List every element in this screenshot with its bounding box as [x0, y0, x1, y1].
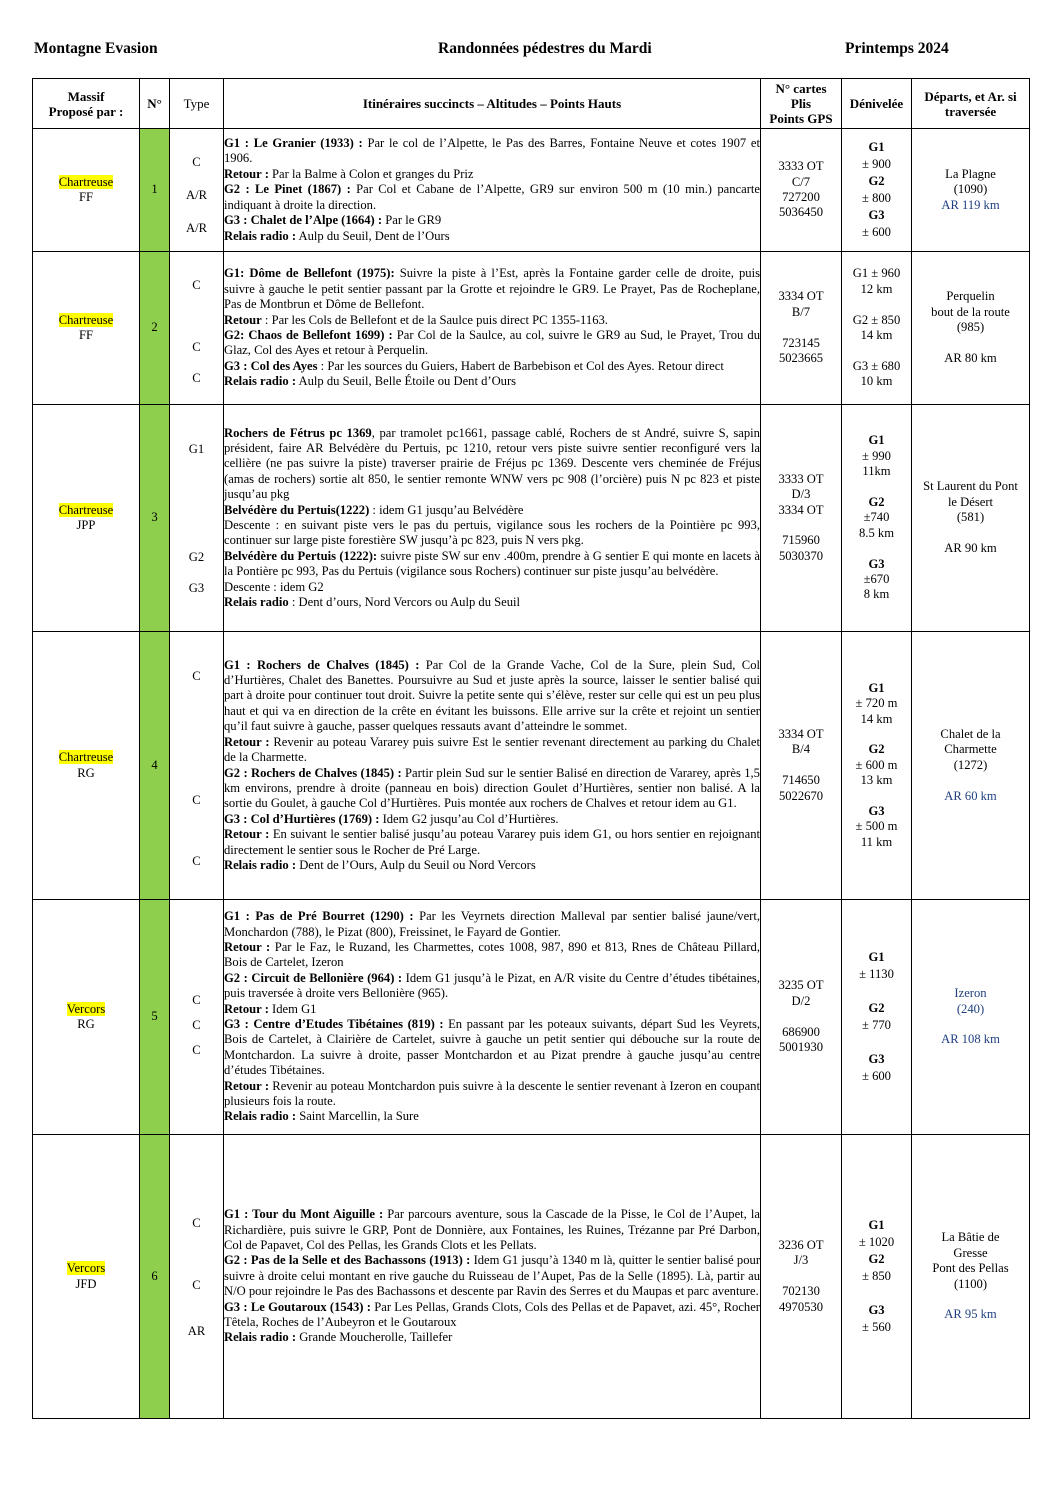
elevation-cell: G1 ± 720 m 14 km G2 ± 600 m 13 km G3 ± 500 m 11 km: [842, 632, 912, 900]
cards-cell: 3333 OT D/3 3334 OT 715960 5030370: [761, 405, 842, 632]
col-header-elevation: Dénivelée: [842, 79, 912, 129]
hikes-table: [32, 78, 1030, 1419]
table-row: [33, 900, 1030, 1135]
departure-cell: La Plagne (1090) AR 119 km: [912, 129, 1030, 252]
type-cell: C C C: [170, 900, 224, 1135]
table-row: [33, 405, 1030, 632]
proposer: JFD: [75, 1276, 97, 1291]
table-row: [33, 252, 1030, 405]
proposer: RG: [77, 1017, 95, 1031]
massif-name: Vercors: [66, 1001, 106, 1016]
season-label: Printemps 2024: [845, 40, 949, 57]
itinerary-cell: G1 : Pas de Pré Bourret (1290) : Par les Veyrnets direction Malleval par sentier balisé jaune/vert, Monchardon (788), le Pizat (800), Freissinet, le Fayard de Gontier. Retour : Par le Faz, le Ruzand, les Charmettes, cotes 1008, 987, 890 et 813, Rnes de Château Pillard, Bois de Cartelet, Izeron G2 : Circuit de Bellonière (964) : Idem G1 jusqu’à le Pizat, en A/R visite du Centre d’études tibétaines, puis traversée à droite vers Bellonière (965). Retour : Idem G1 G3 : Centre d’Etudes Tibétaines (819) : En passant par les poteaux suivants, départ Sud les Veyrets, Bois de Cartelet, à Clairière de Cartelet, suivre à gauche un petit sentier qui débouche sur la route de Montchardon. La suivre à droite, passer Montchardon et au Pizat prendre à gauche jusqu’au centre d’études Tibétaines. Retour : Revenir au poteau Montchardon puis suivre à la descente le sentier revenant à Izeron en coupant plusieurs fois la route. Relais radio : Saint Marcellin, la Sure: [224, 900, 761, 1135]
cards-cell: 3236 OT J/3 702130 4970530: [761, 1135, 842, 1419]
massif-name: Chartreuse: [58, 750, 114, 765]
massif-name: Chartreuse: [58, 174, 114, 189]
col-header-num: N°: [140, 79, 170, 129]
proposer: JPP: [76, 518, 96, 532]
massif-cell: [33, 632, 140, 900]
massif-cell: [33, 405, 140, 632]
hike-number: 6: [140, 1135, 170, 1419]
col-header-departure: Départs, et Ar. si traversée: [912, 79, 1030, 129]
col-header-itineraries: Itinéraires succincts – Altitudes – Points Hauts: [224, 79, 761, 129]
elevation-cell: G1 ± 900 G2 ± 800 G3 ± 600: [842, 129, 912, 252]
type-cell: C C C: [170, 252, 224, 405]
type-cell: G1 G2 G3: [170, 405, 224, 632]
table-row: [33, 129, 1030, 252]
massif-cell: [33, 252, 140, 405]
cards-cell: 3333 OT C/7 727200 5036450: [761, 129, 842, 252]
massif-cell: [33, 129, 140, 252]
massif-name: Chartreuse: [58, 312, 114, 327]
elevation-cell: G1 ± 1130 G2 ± 770 G3 ± 600: [842, 900, 912, 1135]
hike-number: 4: [140, 632, 170, 900]
type-cell: C C AR: [170, 1135, 224, 1419]
itinerary-cell: G1 : Rochers de Chalves (1845) : Par Col de la Grande Vache, Col de la Sure, plein Sud, Col d’Hurtières, Chalet des Banettes. Poursuivre au Sud et juste après la source, laisser le sentier balisé qui part à droite pour continuer tout droit. Suivre la petite sente qui s’élève, rester sur celle qui est un peu plus haut et qui va en direction de la crête en évitant les buissons. Elle arrive sur la crête et rejoint un sentier qu’il faut suivre à gauche, passer quelques ressauts avant d’atteindre le sommet. Retour : Revenir au poteau Vararey puis suivre Est le sentier revenant directement au parking du Chalet de la Charmette. G2 : Rochers de Chalves (1845) : Partir plein Sud sur le sentier Balisé en direction de Vararey, après 1,5 km environs, prendre à droite (panneau en bois) direction Goulet d’Hurtières, sentier non balisé. A la sortie du Goulet, à gauche Col d’Hurtières. Puis montée aux rochers de Chalves et retour idem au G1. G3 : Col d’Hurtières (1769) : Idem G2 jusqu’au Col d’Hurtières. Retour : En suivant le sentier balisé jusqu’au poteau Vararey puis idem G1, ou hors sentier en rejoignant directement le sentier sous le Rocher de Pré Large. Relais radio : Dent de l’Ours, Aulp du Seuil ou Nord Vercors: [224, 632, 761, 900]
hike-number: 1: [140, 129, 170, 252]
massif-name: Chartreuse: [58, 502, 114, 517]
departure-cell: La Bâtie de Gresse Pont des Pellas (1100) AR 95 km: [912, 1135, 1030, 1419]
massif-cell: [33, 1135, 140, 1419]
elevation-cell: G1 ± 1020 G2 ± 850 G3 ± 560: [842, 1135, 912, 1419]
col-header-type: Type: [170, 79, 224, 129]
massif-name: Vercors: [66, 1261, 106, 1276]
cards-cell: 3334 OT B/4 714650 5022670: [761, 632, 842, 900]
hike-number: 5: [140, 900, 170, 1135]
club-name: Montagne Evasion: [34, 40, 158, 57]
cards-cell: 3334 OT B/7 723145 5023665: [761, 252, 842, 405]
massif-cell: [33, 900, 140, 1135]
col-header-cards: N° cartes Plis Points GPS: [761, 79, 842, 129]
document-title: Randonnées pédestres du Mardi: [438, 40, 652, 57]
proposer: FF: [78, 328, 93, 342]
proposer: RG: [77, 765, 95, 780]
page-header: [34, 40, 1034, 62]
itinerary-cell: G1 : Tour du Mont Aiguille : Par parcours aventure, sous la Cascade de la Pisse, le Col de l’Aupet, la Richardière, puis suivre le GRP, Pont de Donnière, aux Fontaines, les Ruines, Trézanne par Pré Darbon, Col de Papavet, Col des Pellas, les Grands Clots et les Pellats. G2 : Pas de la Selle et des Bachassons (1913) : Idem G1 jusqu’à 1340 m là, quitter le sentier balisé pour suivre à droite celui montant en rive gauche du Ruisseau de l’Aupet, Pas de la Selle (1895). Là, partir au N/O pour rejoindre le Pas des Bachassons et descente par Ravin des Serres et du Maupas et parc aventure. G3 : Le Goutaroux (1543) : Par Les Pellas, Grands Clots, Cols des Pellas et de Papavet, azi. 45°, Rocher Têtela, Roches de l’Aubeyron et le Goutaroux Relais radio : Grande Moucherolle, Taillefer: [224, 1135, 761, 1419]
elevation-cell: G1 ± 990 11km G2 ±740 8.5 km G3 ±670 8 km: [842, 405, 912, 632]
departure-cell: Chalet de la Charmette (1272) AR 60 km: [912, 632, 1030, 900]
table-row: [33, 632, 1030, 900]
departure-cell: St Laurent du Pont le Désert (581) AR 90 km: [912, 405, 1030, 632]
table-header-row: [33, 79, 1030, 129]
itinerary-cell: G1 : Le Granier (1933) : Par le col de l’Alpette, le Pas des Barres, Fontaine Neuve et cotes 1907 et 1906. Retour : Par la Balme à Colon et granges du Priz G2 : Le Pinet (1867) : Par Col et Cabane de l’Alpette, GR9 sur environ 500 m (10 min.) pancarte indiquant à droite la direction. G3 : Chalet de l’Alpe (1664) : Par le GR9 Relais radio : Aulp du Seuil, Dent de l’Ours: [224, 129, 761, 252]
hike-number: 3: [140, 405, 170, 632]
type-cell: C C C: [170, 632, 224, 900]
elevation-cell: G1 ± 960 12 km G2 ± 850 14 km G3 ± 680 10 km: [842, 252, 912, 405]
col-header-massif: Massif Proposé par :: [33, 79, 140, 129]
table-row: [33, 1135, 1030, 1419]
departure-cell: Izeron (240) AR 108 km: [912, 900, 1030, 1135]
hike-number: 2: [140, 252, 170, 405]
proposer: FF: [78, 190, 93, 204]
itinerary-cell: G1: Dôme de Bellefont (1975): Suivre la piste à l’Est, après la Fontaine garder celle de droite, puis suivre à gauche le petit sentier passant par la Grotte et rejoindre le GR9. Le Prayet, Pas de Rocheplane, Pas de Montbrun et Dôme de Bellefont. Retour : Par les Cols de Bellefont et de la Saulce puis direct PC 1355-1163. G2: Chaos de Bellefont 1699) : Par Col de la Saulce, au col, suivre le GR9 au Sud, le Prayet, Trou du Glaz, Col des Ayes et retour à Perquelin. G3 : Col des Ayes : Par les sources du Guiers, Habert de Barbebison et Col des Ayes. Retour direct Relais radio : Aulp du Seuil, Belle Étoile ou Dent d’Ours: [224, 252, 761, 405]
cards-cell: 3235 OT D/2 686900 5001930: [761, 900, 842, 1135]
departure-cell: Perquelin bout de la route (985) AR 80 km: [912, 252, 1030, 405]
type-cell: C A/R A/R: [170, 129, 224, 252]
itinerary-cell: Rochers de Fétrus pc 1369, par tramolet pc1661, passage cablé, Rochers de st André, suivre S, sapin président, faire AR Belvédère du Pertuis, pc 1210, retour vers piste suivre sentier reconfiguré vers la cellière (ne pas suivre la piste) traverser prairie de Fréjus pc 1369. Descente vers cheminée de Fréjus (amas de rochers) sortie alt 850, le sentier remonte WNW vers pc 908 (l’orcière) puis N pc 823 et piste jusqu’au pkg Belvédère du Pertuis(1222) : idem G1 jusqu’au Belvédère Descente : en suivant piste vers le pas du pertuis, vigilance sous les rochers de la Pointière pc 993, continuer sur large piste forestière SW jusqu’à pc 823, puis N vers pkg. Belvédère du Pertuis (1222): suivre piste SW sur env .400m, prendre à G sentier E qui monte en lacets à la Pontière pc 993, Pas du Pertuis (vigilance sous Rochers) continuer sur piste jusqu’au belvédère. Descente : idem G2 Relais radio : Dent d’ours, Nord Vercors ou Aulp du Seuil: [224, 405, 761, 632]
